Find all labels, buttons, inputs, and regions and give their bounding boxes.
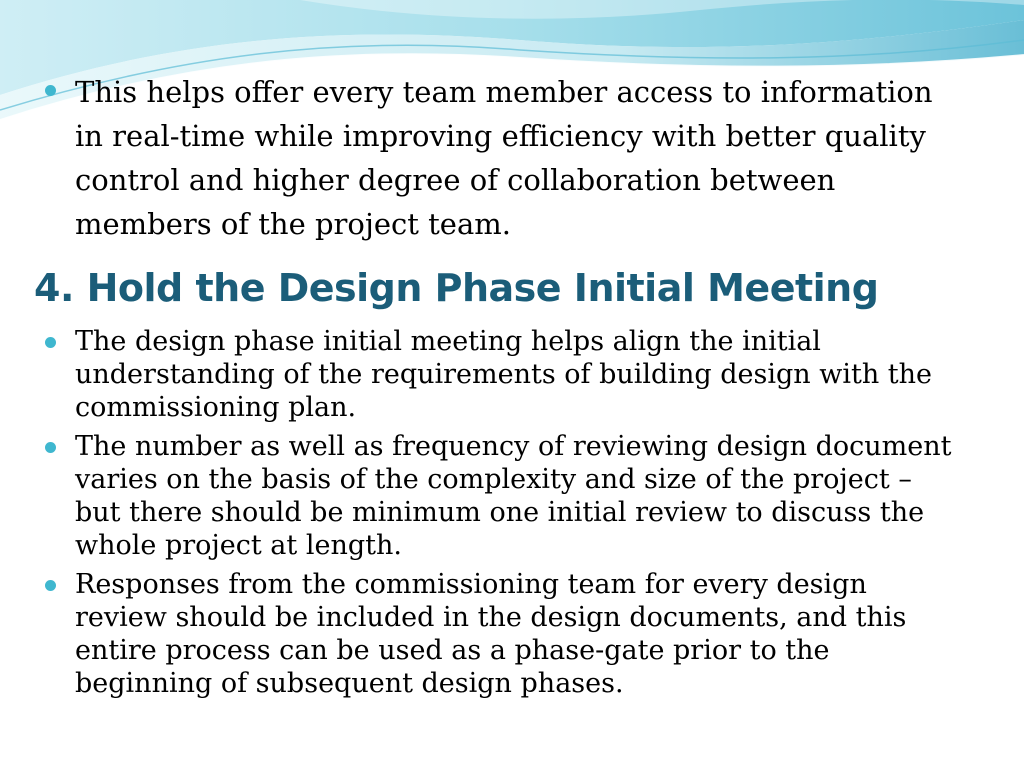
section-heading: 4. Hold the Design Phase Initial Meeting — [34, 266, 879, 310]
bullet-dot-icon — [45, 580, 56, 591]
bullet-dot-icon — [45, 337, 56, 348]
bullet-dot-icon — [45, 85, 56, 96]
bullet-item — [45, 325, 955, 424]
bullet-text: The design phase initial meeting helps align the initial understanding of the requirements of building design with the commissioning plan. — [75, 326, 933, 423]
bullet-text: Responses from the commissioning team for every design review should be included in the design documents, and this entire process can be used as a phase-gate prior to the beginning of subsequent design phases. — [75, 569, 907, 699]
intro-bullet-list — [45, 70, 945, 246]
bullet-text: This helps offer every team member access to information in real-time while improving efficiency with better quality control and higher degree of collaboration between members of the project team. — [75, 75, 933, 241]
bullet-list — [45, 325, 955, 706]
bullet-item — [45, 568, 955, 700]
bullet-item — [45, 430, 955, 562]
bullet-item — [45, 70, 945, 246]
bullet-dot-icon — [45, 442, 56, 453]
bullet-text: The number as well as frequency of reviewing design document varies on the basis of the complexity and size of the project – but there should be minimum one initial review to discuss the whole project at length. — [75, 431, 952, 561]
